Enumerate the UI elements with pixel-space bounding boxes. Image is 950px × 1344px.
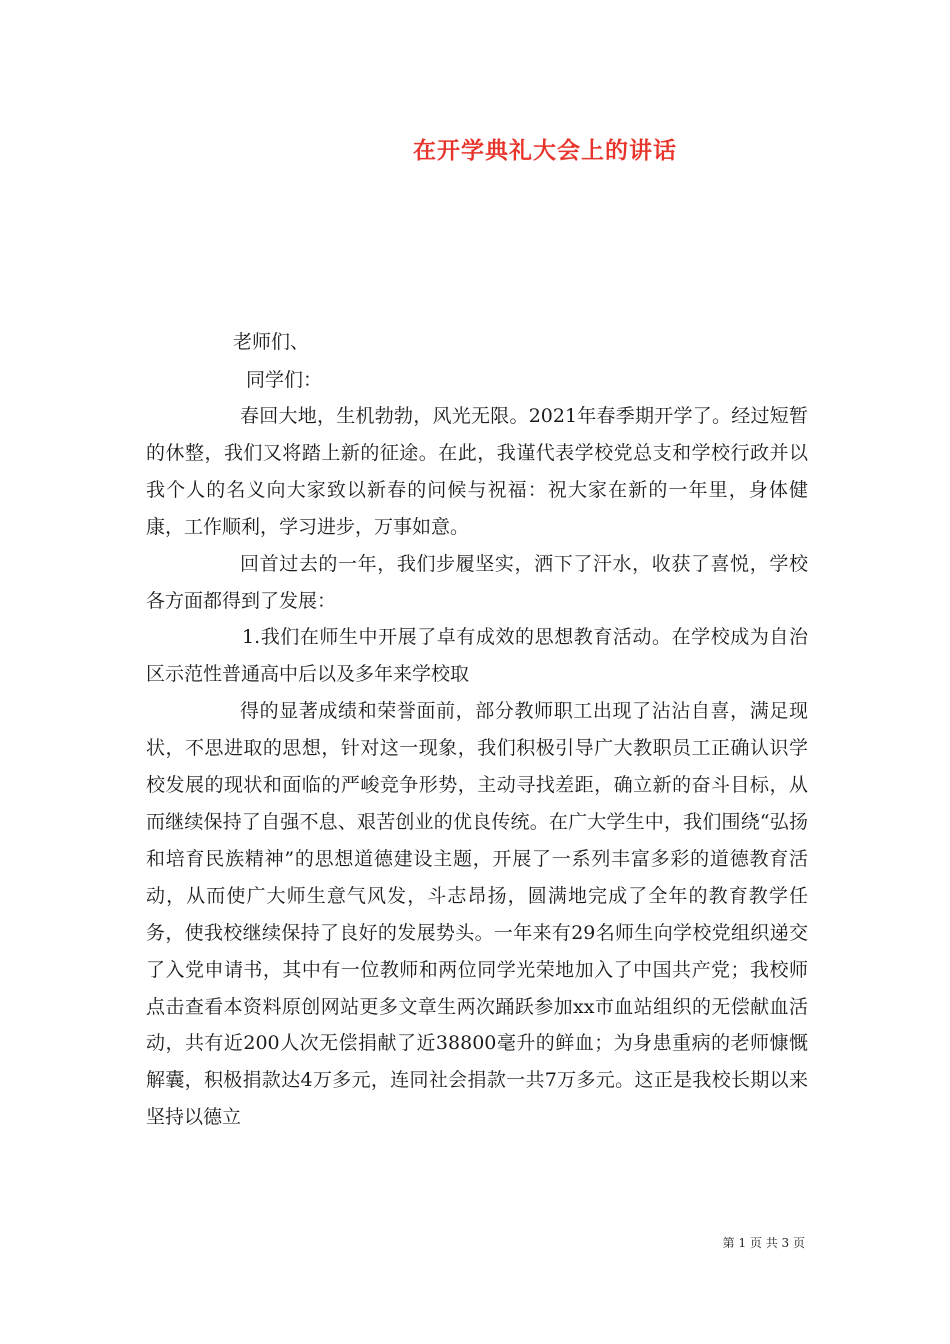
document-title: 在开学典礼大会上的讲话 (413, 137, 677, 164)
salutation-teachers: 老师们、 (233, 331, 310, 353)
paragraph-continuation: 得的显著成绩和荣誉面前，部分教师职工出现了沾沾自喜，满足现状，不思进取的思想，针对这一现象，我们积极引导广大教职员工正确认识学校发展的现状和面临的严峻竞争形势，主动寻找差距，确立新的奋斗目标，从而继续保持了自强不息、艰苦创业的优良传统。在广大学生中，我们围绕“弘扬和培育民族精神”的思想道德建设主题，开展了一系列丰富多彩的道德教育活动，从而使广大师生意气风发，斗志昂扬，圆满地完成了全年的教育教学任务，使我校继续保持了良好的发展势头。一年来有29名师生向学校党组织递交了入党申请书，其中有一位教师和两位同学光荣地加入了中国共产党；我校师点击查看本资料原创网站更多文章生两次踊跃参加xx市血站组织的无偿献血活动，共有近200人次无偿捐献了近38800毫升的鲜血；为身患重病的老师慷慨解囊，积极捐款达4万多元，连同社会捐款一共7万多元。这正是我校长期以来坚持以德立 (146, 700, 808, 1129)
paragraph-review: 回首过去的一年，我们步履坚实，洒下了汗水，收获了喜悦，学校各方面都得到了发展： (146, 552, 808, 612)
page-number-footer: 第 1 页 共 3 页 (722, 1236, 805, 1250)
paragraph-item-1: 1.我们在师生中开展了卓有成效的思想教育活动。在学校成为自治区示范性普通高中后以及多年来学校取 (146, 626, 808, 686)
document-body (146, 398, 808, 1136)
paragraph-greeting: 春回大地，生机勃勃，风光无限。2021年春季期开学了。经过短暂的休整，我们又将踏上新的征途。在此，我谨代表学校党总支和学校行政并以我个人的名义向大家致以新春的问候与祝福：祝大家在新的一年里，身体健康，工作顺利，学习进步，万事如意。 (146, 405, 808, 538)
salutation-students: 同学们： (246, 369, 323, 391)
